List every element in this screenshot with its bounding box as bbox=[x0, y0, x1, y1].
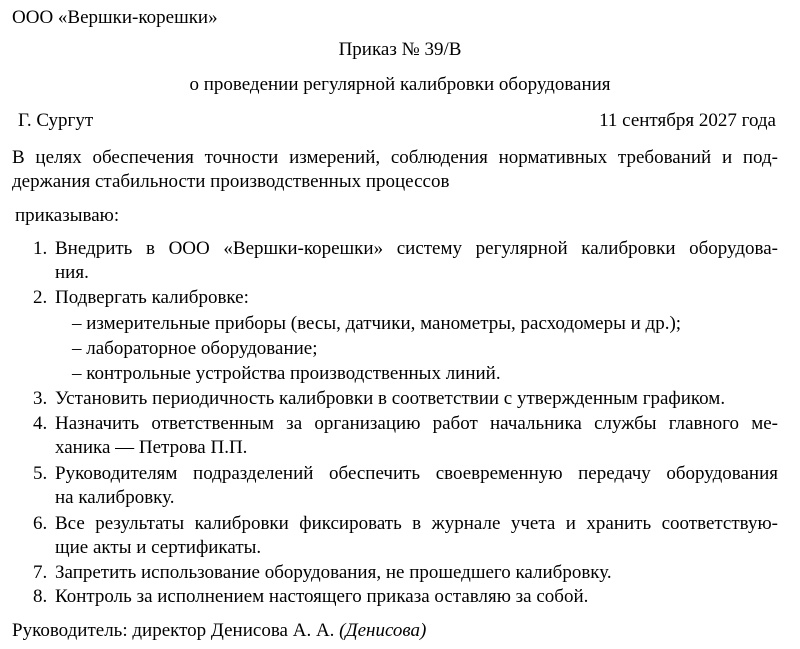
sub-item: – лабораторное оборудование; bbox=[72, 338, 318, 359]
list-item-number: 8. bbox=[33, 586, 48, 607]
list-item-number: 4. bbox=[33, 413, 48, 434]
sub-item: – контрольные устройства производственных линий. bbox=[72, 363, 501, 384]
list-item-text: Руководителям подразделений обеспечить своевременную передачу оборудования bbox=[55, 463, 778, 484]
city: Г. Сургут bbox=[18, 110, 94, 131]
list-item-text: Контроль за исполнением настоящего приказа оставляю за собой. bbox=[55, 586, 589, 607]
date: 11 сентября 2027 года bbox=[599, 110, 776, 131]
sub-item: – измерительные приборы (весы, датчики, манометры, расходомеры и др.); bbox=[72, 313, 682, 334]
list-item-text: Внедрить в ООО «Вершки-корешки» систему регулярной калибровки оборудова- bbox=[55, 238, 778, 259]
document-subtitle: о проведении регулярной калибровки оборудования bbox=[189, 74, 611, 95]
list-item-text: ханика — Петрова П.П. bbox=[55, 437, 248, 458]
signature-name: (Денисова) bbox=[339, 620, 427, 641]
list-item-text: на калибровку. bbox=[55, 487, 175, 508]
list-item-number: 7. bbox=[33, 562, 48, 583]
list-item-text: ния. bbox=[55, 262, 89, 283]
list-item-number: 6. bbox=[33, 513, 48, 534]
list-item-text: Все результаты калибровки фиксировать в журнале учета и хранить соответствую- bbox=[55, 513, 778, 534]
list-item-text: Подвергать калибровке: bbox=[55, 287, 249, 308]
list-item-text: Установить периодичность калибровки в соответствии с утвержденным графиком. bbox=[55, 388, 726, 409]
document-title: Приказ № 39/В bbox=[338, 39, 462, 60]
list-item-number: 5. bbox=[33, 463, 48, 484]
list-item-text: Запретить использование оборудования, не прошедшего калибровку. bbox=[55, 562, 612, 583]
list-item-text: щие акты и сертификаты. bbox=[55, 537, 262, 558]
list-item-number: 2. bbox=[33, 287, 48, 308]
organization-name: ООО «Вершки-корешки» bbox=[12, 7, 218, 28]
signature-line bbox=[12, 619, 426, 643]
list-item-number: 1. bbox=[33, 238, 48, 259]
list-item-text: Назначить ответственным за организацию работ начальника службы главного ме- bbox=[55, 413, 778, 434]
list-item-number: 3. bbox=[33, 388, 48, 409]
preamble-line-1: В целях обеспечения точности измерений, соблюдения нормативных требований и под- bbox=[12, 147, 778, 168]
preamble-line-2: держания стабильности производственных процессов bbox=[12, 171, 450, 192]
signature-label: Руководитель: директор Денисова А. А. bbox=[12, 620, 335, 641]
order-word: приказываю: bbox=[15, 205, 120, 226]
